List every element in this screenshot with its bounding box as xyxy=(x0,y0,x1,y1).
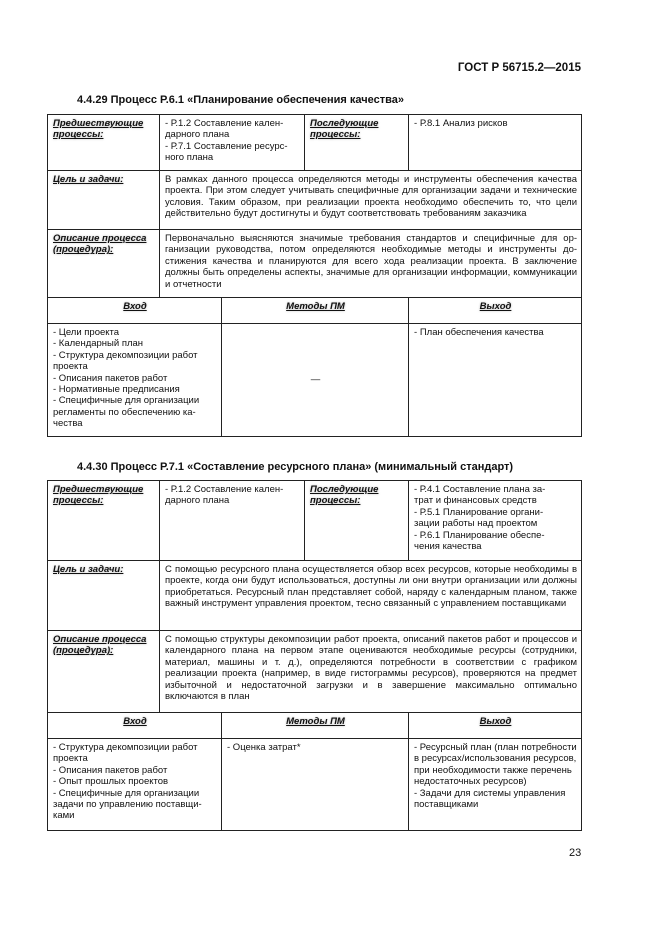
methods-cell: — xyxy=(222,324,409,437)
list-item: - Р.4.1 Составление плана за- xyxy=(414,484,546,495)
predecessors-label: Предшествующие процессы: xyxy=(48,115,160,171)
predecessors-row xyxy=(48,115,582,171)
list-item: недостаточных ресурсов) xyxy=(414,776,527,788)
list-item: - Р.5.1 Планирование органи- xyxy=(414,506,544,518)
methods-header: Методы ПМ xyxy=(222,298,409,324)
outputs-list xyxy=(409,324,582,437)
list-item: в ресурсах/использования ресурсов, xyxy=(414,753,577,765)
successors-label: Последующие процессы: xyxy=(305,115,409,171)
predecessors-list xyxy=(160,481,305,561)
list-item: проекта xyxy=(53,753,88,765)
description-label: Описание процесса (процедура): xyxy=(48,230,160,298)
goal-text: В рамках данного процесса определяются методы и инструменты обеспечения качества проекта. При этом следует учитывать специфичные для организации задачи и технические условия. Таким образом, при реализации проекта необходимо обеспечить то, что цели действительно будут достигнуты и будут соответствовать требованиям заказчика xyxy=(160,171,582,230)
goal-label: Цель и задачи: xyxy=(48,561,160,631)
list-item: - Специфичные для организации xyxy=(53,395,200,407)
list-item: зации работы над проектом xyxy=(414,518,538,530)
list-item: - Календарный план xyxy=(53,338,144,350)
list-item: - Р.6.1 Планирование обеспе- xyxy=(414,529,545,541)
description-text: Первоначально выясняются значимые требования стандартов и специфичные для организации руководства, потом определяются необходимые методы и инструменты достижения качества и планируются для всего хода реализации проекта. В заключение должны быть определены аспекты, значимые для организации информации, коммуникации и отчетности xyxy=(160,230,582,298)
page-number: 23 xyxy=(569,847,582,859)
list-item: дарного плана xyxy=(165,495,230,507)
list-item: - Нормативные предписания xyxy=(53,384,180,396)
predecessors-label: Предшествующие процессы: xyxy=(48,481,160,561)
outputs-list xyxy=(409,739,582,831)
list-item: - Структура декомпозиции работ xyxy=(53,742,198,753)
list-item: - Опыт прошлых проектов xyxy=(53,776,169,788)
list-item: поставщиками xyxy=(414,799,479,811)
list-item: - Р.1.2 Составление кален- xyxy=(165,118,284,129)
io-row xyxy=(48,739,582,831)
list-item: - Р.7.1 Составление ресурс- xyxy=(165,140,288,152)
successors-list xyxy=(409,481,582,561)
list-item: - Оценка затрат* xyxy=(227,742,301,753)
successors-label: Последующие процессы: xyxy=(305,481,409,561)
description-row xyxy=(48,631,582,713)
list-item: чения качества xyxy=(414,541,482,553)
goal-text: С помощью ресурсного плана осуществляется обзор всех ресурсов, которые необходимы в проекте, когда они будут использоваться, доступны ли они внутри организации или должны приобретаться. Ресурсный план представляет собой, наряду с календарным планом, также важный инструмент управления проектом, тесно связанный с управлением поставщиками xyxy=(160,561,582,631)
list-item: - Р.8.1 Анализ рисков xyxy=(414,118,508,129)
output-header: Выход xyxy=(409,713,582,739)
list-item: - Специфичные для организации xyxy=(53,787,200,799)
goal-label: Цель и задачи: xyxy=(48,171,160,230)
section-title-4-4-30: 4.4.30 Процесс Р.7.1 «Составление ресурсного плана» (минимальный стандарт) xyxy=(77,461,514,473)
list-item: - Структура декомпозиции работ xyxy=(53,349,198,361)
list-item: ками xyxy=(53,810,75,822)
list-item: регламенты по обеспечению ка- xyxy=(53,406,196,418)
list-item: - Описания пакетов работ xyxy=(53,372,168,384)
predecessors-list xyxy=(160,115,305,171)
successors-list xyxy=(409,115,582,171)
list-item: - Задачи для системы управления xyxy=(414,787,566,799)
input-header: Вход xyxy=(48,713,222,739)
list-item: - План обеспечения качества xyxy=(414,327,544,338)
list-item: - Ресурсный план (план потребности xyxy=(414,742,577,753)
io-row xyxy=(48,324,582,437)
list-item: - Цели проекта xyxy=(53,327,120,338)
goal-row xyxy=(48,171,582,230)
inputs-list xyxy=(48,324,222,437)
description-row xyxy=(48,230,582,298)
input-header: Вход xyxy=(48,298,222,324)
document-id: ГОСТ Р 56715.2—2015 xyxy=(457,62,581,74)
inputs-list xyxy=(48,739,222,831)
list-item: - Описания пакетов работ xyxy=(53,764,168,776)
list-item: дарного плана xyxy=(165,129,230,141)
list-item: трат и финансовых средств xyxy=(414,495,537,507)
list-item: при необходимости также перечень xyxy=(414,764,572,776)
methods-list xyxy=(222,739,409,831)
list-item: ного плана xyxy=(165,152,214,164)
io-header-row xyxy=(48,713,582,739)
description-label: Описание процесса (процедура): xyxy=(48,631,160,713)
process-table-r-7-1 xyxy=(47,480,582,831)
description-text: С помощью структуры декомпозиции работ проекта, описаний пакетов работ и процессов и календарного плана на первом этапе оцениваются необходимые ресурсы (сотрудники, материал, машины и т. д.), определяются потребности в соответствии с графиком реализации проекта (например, в виде гистограммы ресурсов), проверяются на предмет избыточной и недостаточной загрузки и в завершение максимально оптимально включаются в план xyxy=(160,631,582,713)
output-header: Выход xyxy=(409,298,582,324)
list-item: чества xyxy=(53,418,83,430)
section-title-4-4-29: 4.4.29 Процесс Р.6.1 «Планирование обеспечения качества» xyxy=(77,94,404,106)
list-item: задачи по управлению поставщи- xyxy=(53,799,202,811)
process-table-r-6-1 xyxy=(47,114,582,437)
predecessors-row xyxy=(48,481,582,561)
list-item: - Р.1.2 Составление кален- xyxy=(165,484,284,495)
list-item: проекта xyxy=(53,361,88,373)
io-header-row xyxy=(48,298,582,324)
goal-row xyxy=(48,561,582,631)
methods-header: Методы ПМ xyxy=(222,713,409,739)
